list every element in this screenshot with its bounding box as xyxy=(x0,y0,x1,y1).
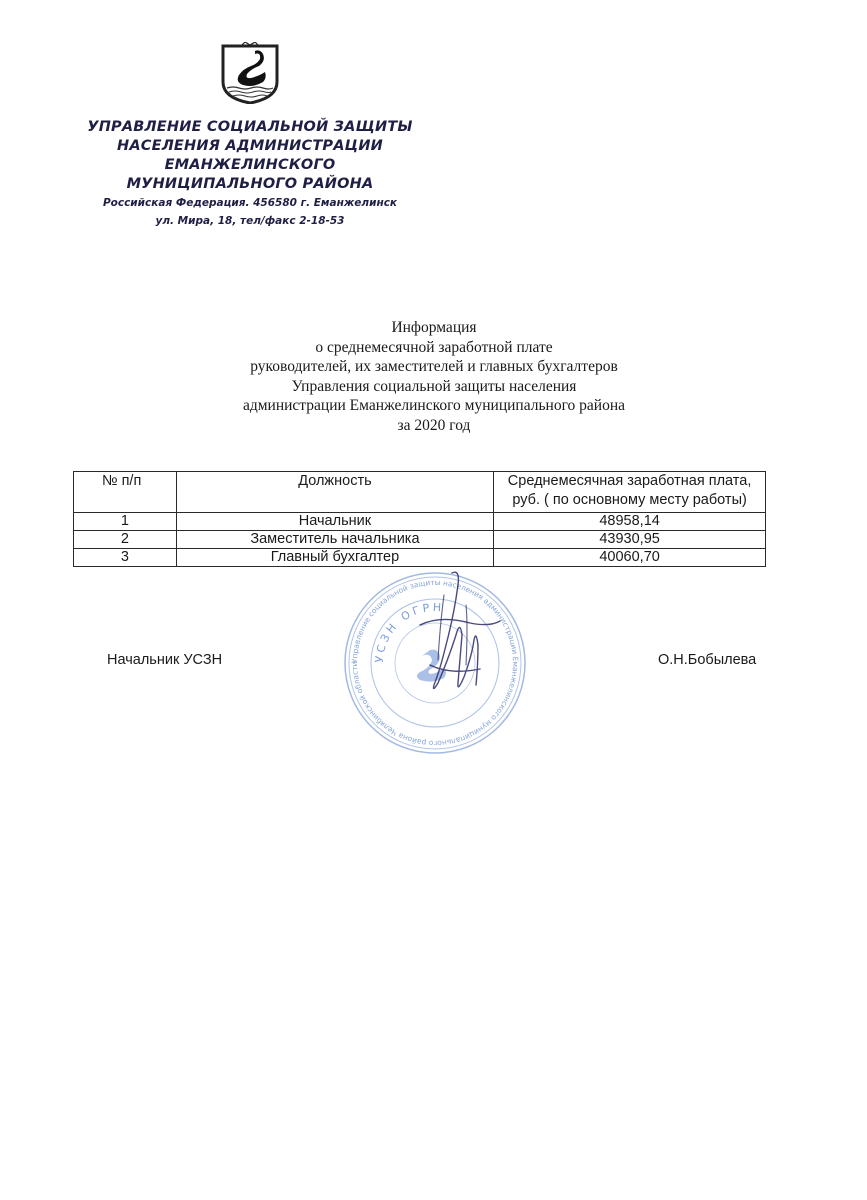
cell-salary: 40060,70 xyxy=(494,549,766,567)
letterhead-address: Российская Федерация. 456580 г. Еманжелинск xyxy=(102,197,398,209)
table-row xyxy=(74,549,766,567)
letterhead-line: НАСЕЛЕНИЯ АДМИНИСТРАЦИИ xyxy=(116,138,383,154)
cell-position: Заместитель начальника xyxy=(176,531,493,549)
coat-of-arms-swan-emblem xyxy=(221,42,279,104)
table-row xyxy=(74,513,766,531)
title-line: руководителей, их заместителей и главных бухгалтеров xyxy=(250,358,618,375)
header-salary xyxy=(494,472,766,513)
title-line: Управления социальной защиты населения xyxy=(291,377,577,395)
title-line: за 2020 год xyxy=(397,416,471,434)
handwritten-signature xyxy=(400,565,510,705)
title-line: Информация xyxy=(391,319,477,336)
title-line: о среднемесячной заработной плате xyxy=(315,338,553,356)
cell-number: 1 xyxy=(74,513,177,531)
header-number: № п/п xyxy=(74,472,177,513)
cell-number: 2 xyxy=(74,531,177,549)
letterhead-line: ЕМАНЖЕЛИНСКОГО xyxy=(164,157,336,173)
signatory-title: Начальник УСЗН xyxy=(107,652,223,668)
salary-table xyxy=(73,471,766,567)
letterhead-line: МУНИЦИПАЛЬНОГО РАЙОНА xyxy=(126,176,374,192)
document-title xyxy=(160,318,708,435)
cell-number: 3 xyxy=(74,549,177,567)
stamp-outer-text: Управление социальной защиты населения администрации Еманжелинского муниципального района Челябинской области xyxy=(349,577,521,749)
letterhead-line: УПРАВЛЕНИЕ СОЦИАЛЬНОЙ ЗАЩИТЫ xyxy=(87,119,413,135)
title-line: администрации Еманжелинского муниципального района xyxy=(242,397,626,414)
stamp-inner-text: УСЗН ОГРН xyxy=(372,600,445,664)
letterhead-address: ул. Мира, 18, тел/факс 2-18-53 xyxy=(155,215,345,227)
cell-position: Начальник xyxy=(176,513,493,531)
cell-position: Главный бухгалтер xyxy=(176,549,493,567)
table-header-row xyxy=(74,472,766,513)
header-salary-line: Среднемесячная заработная плата, xyxy=(507,473,752,489)
cell-salary: 48958,14 xyxy=(494,513,766,531)
header-salary-line: руб. ( по основному месту работы) xyxy=(512,492,747,508)
letterhead xyxy=(60,118,440,230)
cell-salary: 43930,95 xyxy=(494,531,766,549)
header-position: Должность xyxy=(176,472,493,513)
table-row xyxy=(74,531,766,549)
signatory-name: О.Н.Бобылева xyxy=(658,652,757,668)
